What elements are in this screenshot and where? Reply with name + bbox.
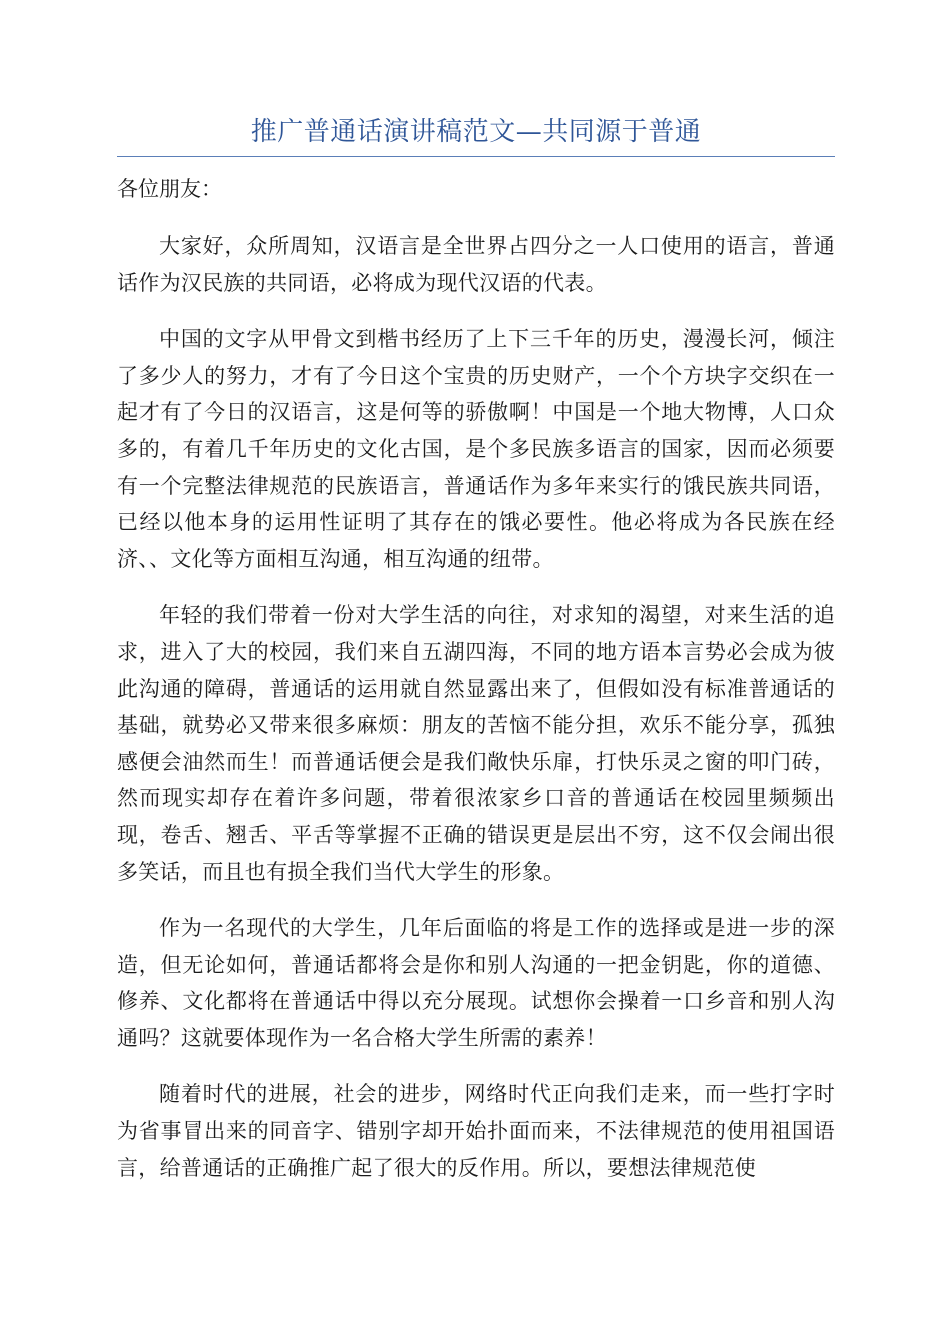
document-title: 推广普通话演讲稿范文—共同源于普通: [117, 112, 835, 157]
document-page: [117, 112, 835, 1186]
salutation: 各位朋友：: [117, 177, 222, 201]
paragraph-2: 中国的文字从甲骨文到楷书经历了上下三千年的历史，漫漫长河，倾注了多少人的努力，才有了今日这个宝贵的历史财产，一个个方块字交织在一起才有了今日的汉语言，这是何等的骄傲啊！中国是一个地大物博，人口众多的，有着几千年历史的文化古国，是个多民族多语言的国家，因而必须要有一个完整法律规范的民族语言，普通话作为多年来实行的饿民族共同语，已经以他本身的运用性证明了其存在的饿必要性。他必将成为各民族在经济、、文化等方面相互沟通，相互沟通的纽带。: [117, 327, 835, 571]
paragraph-3: 年轻的我们带着一份对大学生活的向往，对求知的渴望，对来生活的追求，进入了大的校园，我们来自五湖四海，不同的地方语本言势必会成为彼此沟通的障碍，普通话的运用就自然显露出来了，但假如没有标准普通话的基础，就势必又带来很多麻烦：朋友的苦恼不能分担，欢乐不能分享，孤独感便会油然而生！而普通话便会是我们敞快乐扉，打快乐灵之窗的叩门砖，然而现实却存在着许多问题，带着很浓家乡口音的普通话在校园里频频出现，卷舌、翘舌、平舌等掌握不正确的错误更是层出不穷，这不仅会闹出很多笑话，而且也有损全我们当代大学生的形象。: [117, 603, 835, 884]
paragraph-1: 大家好，众所周知，汉语言是全世界占四分之一人口使用的语言，普通话作为汉民族的共同语，必将成为现代汉语的代表。: [117, 234, 835, 295]
paragraph-5: 随着时代的进展，社会的进步，网络时代正向我们走来，而一些打字时为省事冒出来的同音字、错别字却开始扑面而来，不法律规范的使用祖国语言，给普通话的正确推广起了很大的反作用。所以，要想法律规范使: [117, 1082, 835, 1180]
paragraph-4: 作为一名现代的大学生，几年后面临的将是工作的选择或是进一步的深造，但无论如何，普通话都将会是你和别人沟通的一把金钥匙，你的道德、修养、文化都将在普通话中得以充分展现。试想你会操着一口乡音和别人沟通吗？这就要体现作为一名合格大学生所需的素养！: [117, 916, 835, 1050]
